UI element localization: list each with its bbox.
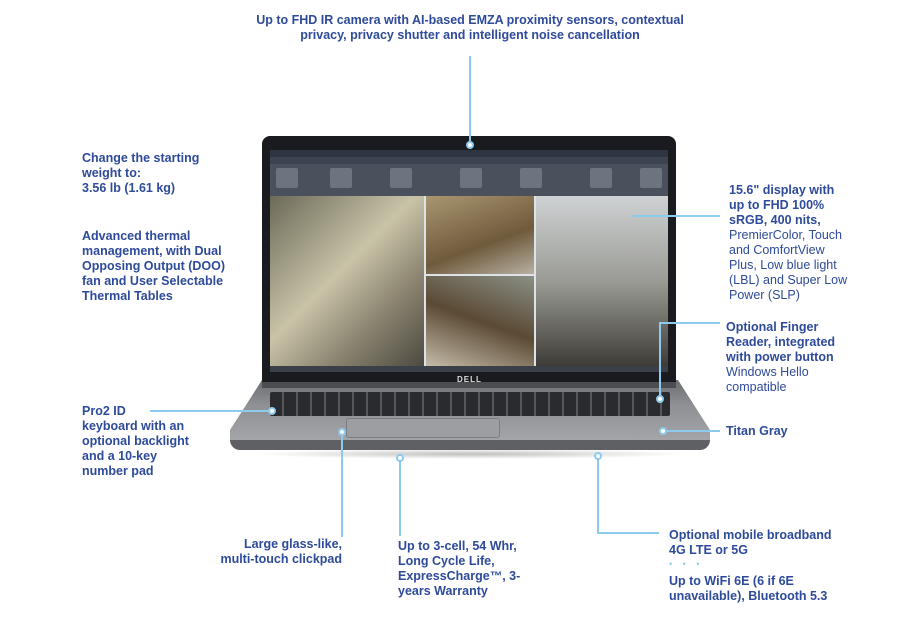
display-callout	[729, 183, 849, 303]
camera-callout	[230, 13, 710, 43]
finger-text: Windows Hello compatible	[726, 365, 809, 394]
camera-text-2: privacy, privacy shutter and intelligent noise cancellation	[300, 28, 640, 42]
thermal-text: Advanced thermal management, with Dual Opposing Output (DOO) fan and User Selectable Thermal Tables	[82, 229, 226, 303]
thermal-callout	[82, 229, 232, 304]
weight-value: 3.56 lb (1.61 kg)	[82, 181, 176, 195]
ribbon-button	[640, 168, 662, 188]
broadband-callout-line-v	[597, 456, 599, 533]
ribbon-button	[390, 168, 412, 188]
laptop-shadow	[250, 449, 690, 459]
camera-callout-dot	[466, 141, 474, 149]
broadband-title: Optional mobile broadband 4G LTE or 5G	[669, 528, 832, 557]
display-title: 15.6" display with up to FHD 100% sRGB, 400 nits,	[729, 183, 835, 227]
app-status-bar	[270, 366, 668, 372]
battery-callout-line	[399, 458, 401, 536]
color-title: Titan Gray	[726, 424, 788, 438]
cad-app-ribbon	[270, 150, 668, 196]
display-callout-line	[632, 215, 720, 217]
callout-separator: • • •	[669, 559, 704, 569]
finger-callout-line-h	[660, 322, 720, 324]
keyboard-title: Pro2 ID	[82, 404, 126, 418]
clickpad	[346, 418, 500, 438]
broadband-callout-line-h	[597, 532, 659, 534]
laptop-front-edge	[230, 440, 710, 450]
clickpad-callout-dot	[338, 428, 346, 436]
clickpad-text-2: multi-touch clickpad	[220, 552, 342, 566]
laptop-screen	[270, 150, 668, 372]
finger-callout-dot	[656, 395, 664, 403]
finger-callout-line-v	[659, 322, 661, 398]
camera-callout-line	[469, 56, 471, 144]
wifi-text: Up to WiFi 6E (6 if 6E unavailable), Bluetooth 5.3	[669, 574, 828, 603]
ribbon-button	[590, 168, 612, 188]
battery-text: Up to 3-cell, 54 Whr, Long Cycle Life, ExpressCharge™, 3-years Warranty	[398, 539, 521, 598]
color-callout	[726, 424, 846, 439]
viewport-staircase-1	[270, 196, 424, 366]
keyboard-text: keyboard with an optional backlight and a 10-key number pad	[82, 419, 189, 478]
viewport-staircase-4	[536, 196, 668, 366]
color-callout-line	[666, 430, 720, 432]
ribbon-button	[520, 168, 542, 188]
clickpad-callout	[190, 537, 342, 567]
weight-callout	[82, 151, 212, 196]
battery-callout-dot	[396, 454, 404, 462]
finger-callout	[726, 320, 846, 395]
display-text: PremierColor, Touch and ComfortView Plus, Low blue light (LBL) and Super Low Power (SLP)	[729, 228, 848, 302]
camera-text-1: Up to FHD IR camera with AI-based EMZA proximity sensors, contextual	[256, 13, 684, 27]
keyboard	[270, 392, 670, 416]
keyboard-callout-dot	[268, 407, 276, 415]
clickpad-text-1: Large glass-like,	[244, 537, 342, 551]
ribbon-button	[460, 168, 482, 188]
battery-callout	[398, 539, 528, 599]
ribbon-button	[276, 168, 298, 188]
clickpad-callout-line	[341, 432, 343, 537]
dell-logo: DELL	[457, 375, 482, 384]
broadband-callout	[669, 528, 844, 558]
broadband-callout-dot	[594, 452, 602, 460]
keyboard-callout	[82, 404, 202, 479]
wifi-callout	[669, 574, 844, 604]
color-callout-dot	[659, 427, 667, 435]
viewport-staircase-2	[426, 196, 534, 274]
finger-title: Optional Finger Reader, integrated with power button	[726, 320, 836, 364]
weight-title: Change the starting weight to:	[82, 151, 200, 180]
ribbon-button	[330, 168, 352, 188]
viewport-staircase-3	[426, 276, 534, 366]
